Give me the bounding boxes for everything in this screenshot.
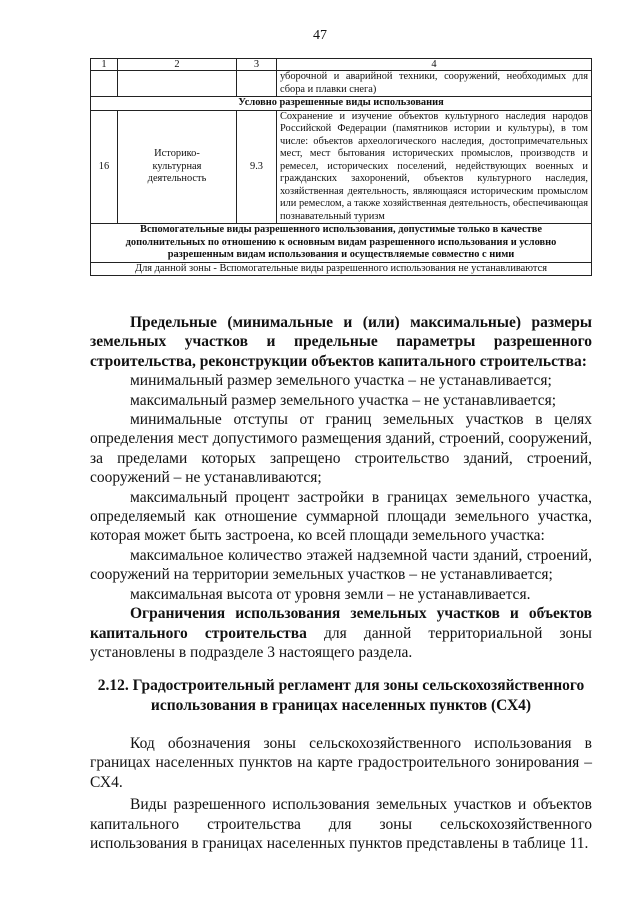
use-name xyxy=(118,110,237,224)
table-row xyxy=(91,224,592,263)
use-description: Сохранение и изучение объектов культурного наследия народов Российской Федерации (памятников истории и культуры), в том числе: объектов археологического наследия, достопримечательных мест, мест бытования исторических промыслов, производств и ремесел, исторических поселений, недействующих военных и гражданских захоронений, объектов культурного наследия, хозяйственная деятельность, являющаяся историческим промыслом или ремеслом, а также хозяйственная деятельность, обеспечивающая познавательный туризм xyxy=(277,110,592,224)
section-title: 2.12. Градостроительный регламент для зоны сельскохозяйственного использования в границах населенных пунктов (СХ4) xyxy=(97,677,585,714)
limit-item: максимальная высота от уровня земли – не устанавливается. xyxy=(130,585,531,603)
use-name-text: Историко-культурная деятельность xyxy=(147,148,207,184)
restrictions-rest: для данной территориальной зоны установлены в подразделе 3 настоящего раздела. xyxy=(90,624,592,661)
header-cell: 2 xyxy=(118,59,237,71)
conditional-section-heading: Условно разрешенные виды использования xyxy=(91,97,592,111)
limits-block xyxy=(90,313,592,662)
table-header-row xyxy=(91,59,592,71)
section-body xyxy=(90,734,592,853)
limit-item: минимальный размер земельного участка – не устанавливается; xyxy=(130,372,552,390)
header-cell: 3 xyxy=(237,59,277,71)
restrictions-bold: Ограничения использования земельных участков и объектов капитального строительства xyxy=(90,605,592,642)
row-number: 16 xyxy=(91,110,118,224)
header-cell: 1 xyxy=(91,59,118,71)
footer-row: Для данной зоны - Вспомогательные виды разрешенного использования не устанавливаются xyxy=(91,262,592,276)
limit-item: минимальные отступы от границ земельных участков в целях определения мест допустимого размещения зданий, строений, сооружений, за пределами которых запрещено строительство зданий, строений, сооружений – не устанавливаются; xyxy=(90,411,592,487)
auxiliary-section-heading: Вспомогательные виды разрешенного использования, допустимые только в качестве дополнительных по отношению к основным видам разрешенного использования и условно разрешенным видам использования и осуществляемые совместно с ними xyxy=(91,224,592,263)
limits-heading: Предельные (минимальные и (или) максимальные) размеры земельных участков и предельные параметры разрешенного строительства, реконструкции объектов капитального строительства: xyxy=(90,314,592,370)
header-cell: 4 xyxy=(277,59,592,71)
section-paragraph: Код обозначения зоны сельскохозяйственного использования в границах населенных пунктов на карте градостроительного зонирования – СХ4. xyxy=(90,735,592,791)
limit-item: максимальное количество этажей надземной части зданий, строений, сооружений на территории земельных участков – не устанавливается; xyxy=(90,546,592,584)
table-row xyxy=(91,71,592,97)
page-number: 47 xyxy=(313,28,327,43)
restrictions-paragraph xyxy=(90,604,592,662)
table-row xyxy=(91,97,592,111)
limit-item: максимальный размер земельного участка – не устанавливается; xyxy=(130,391,557,409)
section-title-block xyxy=(90,676,592,715)
section-paragraph: Виды разрешенного использования земельных участков и объектов капитального строительства для зоны сельскохозяйственного использования в границах населенных пунктов представлены в таблице 11. xyxy=(90,796,592,853)
table-row xyxy=(91,262,592,276)
table-row xyxy=(91,110,592,224)
continuation-cell: уборочной и аварийной техники, сооружений, необходимых для сбора и плавки снега) xyxy=(277,71,592,97)
land-use-table xyxy=(90,58,592,276)
use-code: 9.3 xyxy=(237,110,277,224)
limit-item: максимальный процент застройки в границах земельного участка, определяемый как отношение суммарной площади земельного участка, которая может быть застроена, ко всей площади земельного участка: xyxy=(90,488,592,545)
